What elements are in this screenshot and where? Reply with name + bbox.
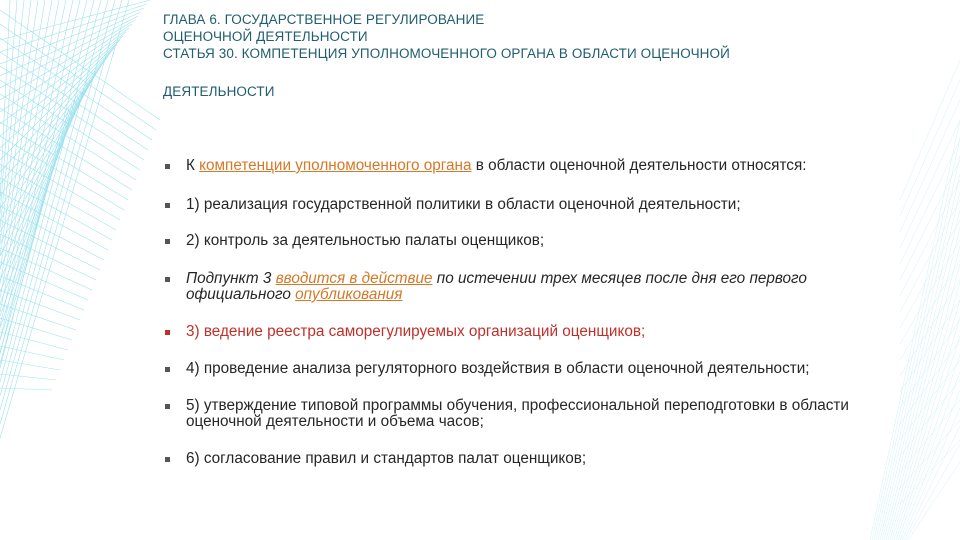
link-publication[interactable]: опубликования — [295, 286, 403, 303]
bullet-item: 6) согласование правил и стандартов палат оценщиков; — [165, 451, 865, 467]
title-line-4: ДЕЯТЕЛЬНОСТИ — [163, 84, 275, 99]
bullet-marker — [165, 404, 170, 409]
bullet-marker — [165, 457, 170, 462]
bullet-marker — [165, 239, 170, 244]
title-line-2: ОЦЕНОЧНОЙ ДЕЯТЕЛЬНОСТИ — [163, 29, 368, 44]
bullet-item: 4) проведение анализа регуляторного воздействия в области оценочной деятельности; — [165, 361, 865, 377]
bullet-item: 5) утверждение типовой программы обучения, профессиональной переподготовки в области оценочной деятельности и объема часов; — [165, 398, 865, 430]
bullet-item: 2) контроль за деятельностью палаты оценщиков; — [165, 233, 865, 249]
bullet-item-note: Подпункт 3 вводится в действие по истечении трех месяцев после дня его первого официального опубликования — [165, 271, 865, 303]
slide-title — [163, 11, 883, 100]
title-line-3: СТАТЬЯ 30. КОМПЕТЕНЦИЯ УПОЛНОМОЧЕННОГО ОРГАНА В ОБЛАСТИ ОЦЕНОЧНОЙ — [163, 46, 730, 61]
bullet-item: К компетенции уполномоченного органа в области оценочной деятельности относятся: — [165, 158, 865, 174]
bullet-list — [165, 158, 865, 467]
bullet-marker — [165, 277, 170, 282]
bullet-marker — [165, 330, 170, 335]
bullet-marker — [165, 164, 170, 169]
bullet-item: 1) реализация государственной политики в области оценочной деятельности; — [165, 197, 865, 213]
bullet-marker — [165, 203, 170, 208]
title-line-1: ГЛАВА 6. ГОСУДАРСТВЕННОЕ РЕГУЛИРОВАНИЕ — [163, 12, 485, 27]
link-enters-into-force[interactable]: вводится в действие — [275, 270, 433, 287]
bullet-item-highlighted: 3) ведение реестра саморегулируемых организаций оценщиков; — [165, 324, 865, 340]
bullet-marker — [165, 367, 170, 372]
link-competence[interactable]: компетенции уполномоченного органа — [199, 157, 472, 174]
